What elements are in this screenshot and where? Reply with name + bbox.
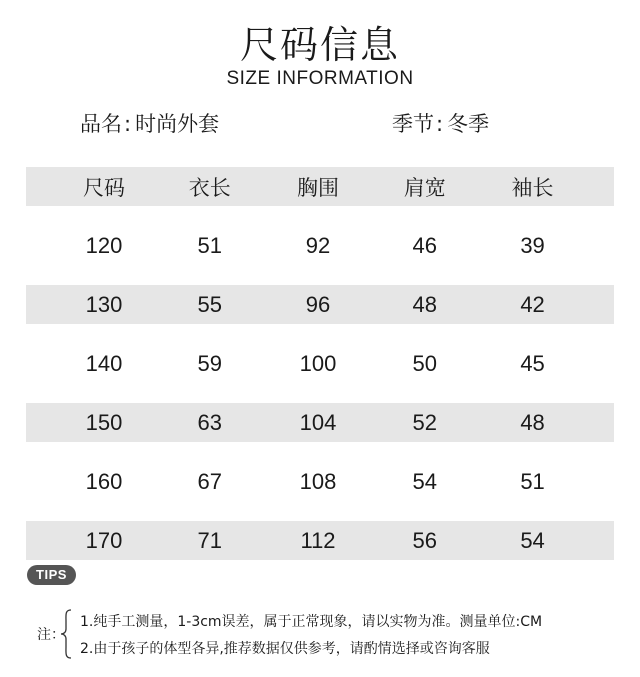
cell-size: 130	[85, 291, 123, 317]
cell-shoulder: 56	[412, 527, 438, 553]
cell-shoulder: 54	[412, 468, 438, 494]
cell-size: 150	[85, 409, 123, 435]
page-subtitle: SIZE INFORMATION	[226, 68, 414, 89]
table-row	[26, 285, 614, 324]
table-header-row	[26, 167, 614, 206]
table-row	[26, 462, 614, 501]
header-size: 尺码	[82, 175, 125, 200]
tips-badge: TIPS	[27, 565, 76, 585]
cell-sleeve: 48	[520, 409, 545, 435]
cell-chest: 92	[305, 232, 331, 258]
cell-length: 51	[197, 232, 222, 258]
cell-shoulder: 52	[412, 409, 438, 435]
header-chest: 胸围	[297, 175, 340, 200]
product-name-label: 品名	[80, 112, 122, 136]
cell-length: 63	[197, 409, 222, 435]
header-length: 衣长	[188, 175, 231, 200]
table-row	[26, 344, 614, 383]
cell-size: 170	[85, 527, 123, 553]
cell-chest: 112	[300, 527, 336, 553]
cell-sleeve: 42	[520, 291, 545, 317]
cell-chest: 104	[299, 409, 337, 435]
cell-shoulder: 50	[412, 350, 438, 376]
season: 季节: 冬季	[392, 112, 490, 136]
cell-sleeve: 54	[520, 527, 545, 553]
cell-length: 67	[197, 468, 222, 494]
cell-sleeve: 39	[520, 232, 545, 258]
cell-shoulder: 48	[412, 291, 438, 317]
header-sleeve: 袖长	[511, 175, 554, 200]
cell-chest: 108	[299, 468, 337, 494]
season-value: 冬季	[447, 112, 490, 136]
cell-sleeve: 51	[520, 468, 545, 494]
note-line-2: 2.由于孩子的体型各异,推荐数据仅供参考，请酌情选择或咨询客服	[80, 641, 490, 657]
note-line-1: 1.纯手工测量，1-3cm误差，属于正常现象，请以实物为准。测量单位:CM	[80, 614, 543, 630]
cell-length: 71	[197, 527, 222, 553]
size-table	[26, 167, 614, 560]
cell-size: 160	[85, 468, 123, 494]
header-shoulder: 肩宽	[403, 175, 446, 200]
product-name-value: 时尚外套	[135, 112, 220, 136]
season-label: 季节	[392, 112, 434, 136]
cell-shoulder: 46	[412, 232, 438, 258]
product-name: 品名: 时尚外套	[80, 112, 220, 136]
curly-brace-icon	[59, 609, 75, 659]
cell-length: 55	[197, 291, 222, 317]
cell-length: 59	[197, 350, 222, 376]
cell-sleeve: 45	[520, 350, 545, 376]
cell-size: 140	[85, 350, 123, 376]
note-label: 注：	[37, 627, 65, 643]
table-row	[26, 521, 614, 560]
table-row	[26, 226, 614, 265]
page-title: 尺码信息	[239, 23, 400, 67]
cell-chest: 100	[299, 350, 337, 376]
table-row	[26, 403, 614, 442]
cell-size: 120	[85, 232, 123, 258]
cell-chest: 96	[305, 291, 331, 317]
